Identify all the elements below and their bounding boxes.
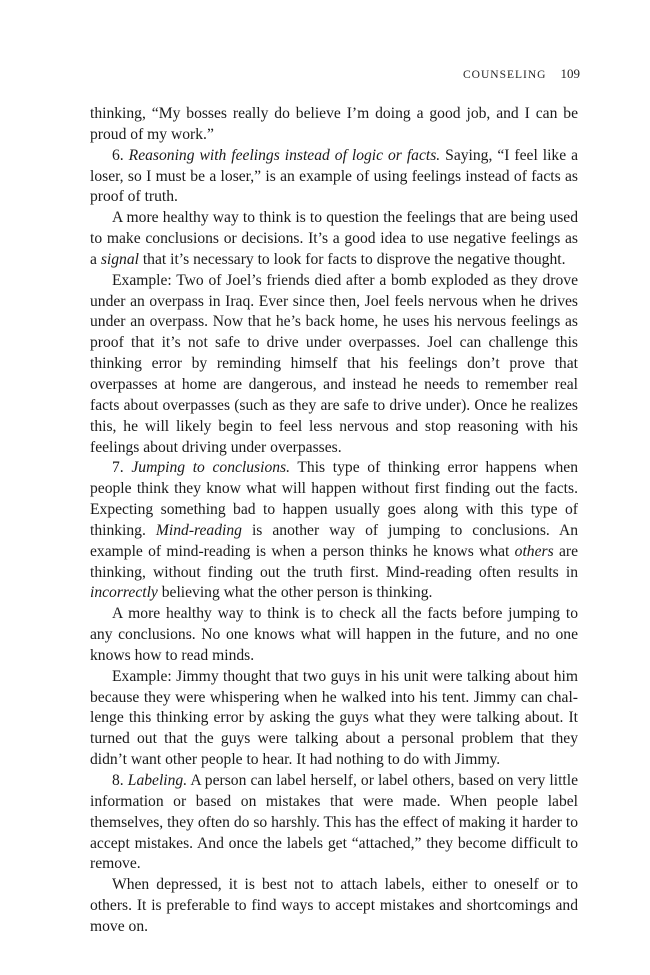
paragraph: [90, 604, 578, 667]
paragraph: [90, 271, 578, 459]
italic-run: incorrectly: [90, 584, 158, 602]
italic-run: Mind-reading: [155, 521, 242, 539]
text-run: Example: Two of Joel’s friends died after a bomb exploded as they drove under an overpass in Iraq. Ever since then, Joel feels nervous when he drives under an overpass. Now that he’s back home, he uses his nervous feelings as proof that it’s not safe to drive under overpasses. Joel can challenge this thinking error by reminding himself that his feelings don’t prove that overpasses at home are dangerous, and instead he needs to remember real facts about overpasses (such as they are safe to drive under). Once he realizes this, he will likely begin to feel less nervous and stop reasoning with his feelings about driving under overpasses.: [90, 271, 578, 456]
italic-run: signal: [100, 250, 139, 268]
text-run: A person can label herself, or label others, based on very little information or based on mistakes that were made. When people label themselves, they often do so harshly. This has the effect of making it harder to accept mistakes. And once the labels get “attached,” they become difficult to remove.: [90, 772, 578, 873]
text-run: This type of thinking error happens when people think they know what will happen without first finding out the facts. Expecting something bad to happen usually goes along with this type of thinking.: [90, 459, 579, 539]
italic-run: Labeling.: [127, 772, 188, 789]
text-run: is another way of jumping to conclusions. An example of mind-reading is when a person thinks he knows what: [90, 521, 579, 560]
paragraph: [90, 875, 578, 938]
paragraph: [90, 104, 578, 146]
italic-run: others: [514, 542, 554, 560]
paragraph: [90, 771, 578, 875]
paragraph: [90, 458, 578, 604]
paragraph: [90, 146, 578, 209]
paragraph: [90, 208, 578, 271]
running-head: [463, 66, 580, 82]
text-run: 7.: [112, 459, 132, 477]
text-run: believing what the other person is thinking.: [157, 584, 433, 602]
paragraph: [90, 667, 578, 771]
text-run: Saying, “I feel like a loser, so I must be a loser,” is an example of using feelings instead of facts as proof of truth.: [90, 146, 579, 206]
page-number: 109: [560, 66, 580, 81]
italic-run: Reasoning with feelings instead of logic or facts.: [128, 146, 441, 164]
text-run: 8.: [112, 772, 128, 789]
text-run: A more healthy way to think is to check all the facts before jumping to any conclusions. No one knows what will happen in the future, and no one knows how to read minds.: [90, 605, 578, 664]
text-run: 6.: [112, 146, 129, 164]
text-run: that it’s necessary to look for facts to disprove the negative thought.: [138, 250, 566, 268]
text-run: Example: Jimmy thought that two guys in his unit were talking about him because they were whispering when he walked into his tent. Jimmy can challenge this thinking error by asking the guys what they were talking about. It turned out that the guys were talking about a personal problem that they didn’t want other people to hear. It had nothing to do with Jimmy.: [90, 667, 578, 769]
section-title: COUNSELING: [463, 69, 547, 81]
text-run: A more healthy way to think is to question the feelings that are being used to make conclusions or decisions. It’s a good idea to use negative feelings as a: [90, 209, 578, 268]
text-run: thinking, “My bosses really do believe I’m doing a good job, and I can be proud of my work.”: [90, 105, 578, 143]
text-run: When depressed, it is best not to attach labels, either to oneself or to others. It is preferable to find ways to accept mistakes and shortcomings and move on.: [90, 876, 578, 935]
body-text: [90, 104, 578, 938]
italic-run: Jumping to conclusions.: [131, 459, 291, 477]
text-run: are thinking, without finding out the truth first. Mind-reading often results in: [90, 542, 578, 581]
